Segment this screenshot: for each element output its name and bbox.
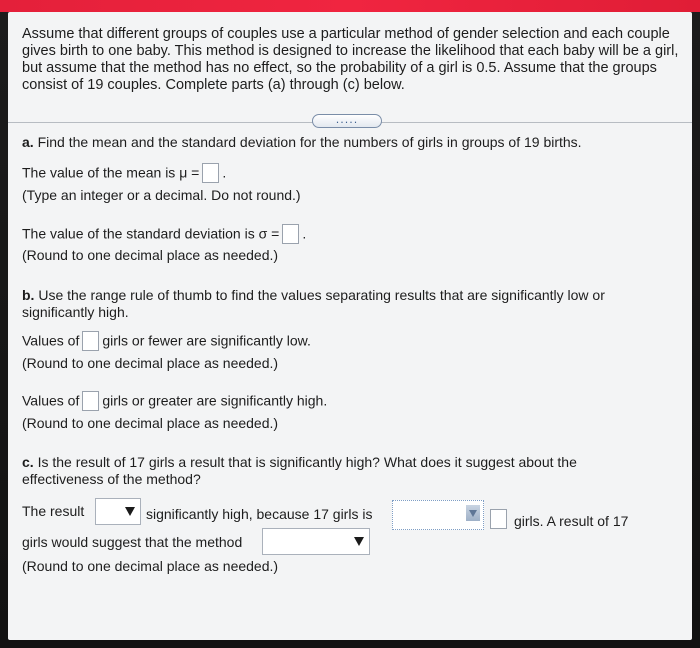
part-c-hint: (Round to one decimal place as needed.) (22, 558, 279, 574)
part-b-heading (22, 287, 672, 321)
sd-suffix: . (302, 225, 307, 242)
high-hint: (Round to one decimal place as needed.) (22, 415, 279, 431)
comparison-value-box[interactable] (490, 509, 507, 529)
mean-answer-box[interactable] (202, 163, 219, 183)
low-cutoff-answer-box[interactable] (82, 331, 99, 351)
part-b-label: b. (22, 287, 35, 303)
sd-answer-box[interactable] (282, 224, 299, 244)
comparison-dropdown[interactable] (392, 500, 484, 530)
low-hint: (Round to one decimal place as needed.) (22, 355, 279, 371)
part-b-question-line2: significantly high. (22, 304, 129, 320)
part-a-label: a. (22, 134, 34, 150)
expand-toggle-button[interactable]: ..... (312, 114, 382, 128)
part-c-label: c. (22, 454, 34, 470)
part-b-question-line1: Use the range rule of thumb to find the values separating results that are significantly low or (38, 287, 605, 303)
high-cutoff-answer-box[interactable] (82, 391, 99, 411)
question-panel (8, 12, 692, 640)
mean-row (22, 164, 226, 184)
mean-prefix: The value of the mean is μ = (22, 164, 200, 181)
low-suffix: girls or fewer are significantly low. (102, 332, 311, 349)
result-prefix: The result (22, 503, 85, 519)
high-prefix: Values of (22, 392, 80, 409)
chevron-down-icon (125, 507, 135, 516)
result-middle: significantly high, because 17 girls is (146, 506, 373, 522)
part-c-question-line1: Is the result of 17 girls a result that is significantly high? What does it suggest about the (37, 454, 577, 470)
sd-row (22, 225, 306, 245)
low-prefix: Values of (22, 332, 80, 349)
chevron-down-icon (466, 505, 480, 521)
high-suffix: girls or greater are significantly high. (102, 392, 328, 409)
mean-hint: (Type an integer or a decimal. Do not round.) (22, 187, 301, 203)
result-suffix: girls. A result of 17 (514, 513, 629, 529)
result-is-dropdown[interactable] (95, 498, 141, 525)
header-bar (0, 0, 700, 12)
mean-suffix: . (222, 164, 227, 181)
part-a-heading (22, 134, 582, 151)
part-a-question: Find the mean and the standard deviation for the numbers of girls in groups of 19 births. (37, 134, 582, 150)
sd-prefix: The value of the standard deviation is σ = (22, 225, 280, 242)
sd-hint: (Round to one decimal place as needed.) (22, 247, 279, 263)
method-effect-dropdown[interactable] (262, 528, 370, 555)
part-c-heading (22, 454, 672, 488)
part-c-question-line2: effectiveness of the method? (22, 471, 201, 487)
chevron-down-icon (354, 537, 364, 546)
low-row (22, 332, 311, 352)
method-prefix: girls would suggest that the method (22, 534, 243, 550)
high-row (22, 392, 327, 412)
problem-statement: Assume that different groups of couples use a particular method of gender selection and each couple gives birth to one baby. This method is designed to increase the likelihood that each baby will be a girl, but assume that the method has no effect, so the probability of a girl is 0.5. Assume that the groups consist of 19 couples. Complete parts (a) through (c) below. (22, 26, 679, 93)
